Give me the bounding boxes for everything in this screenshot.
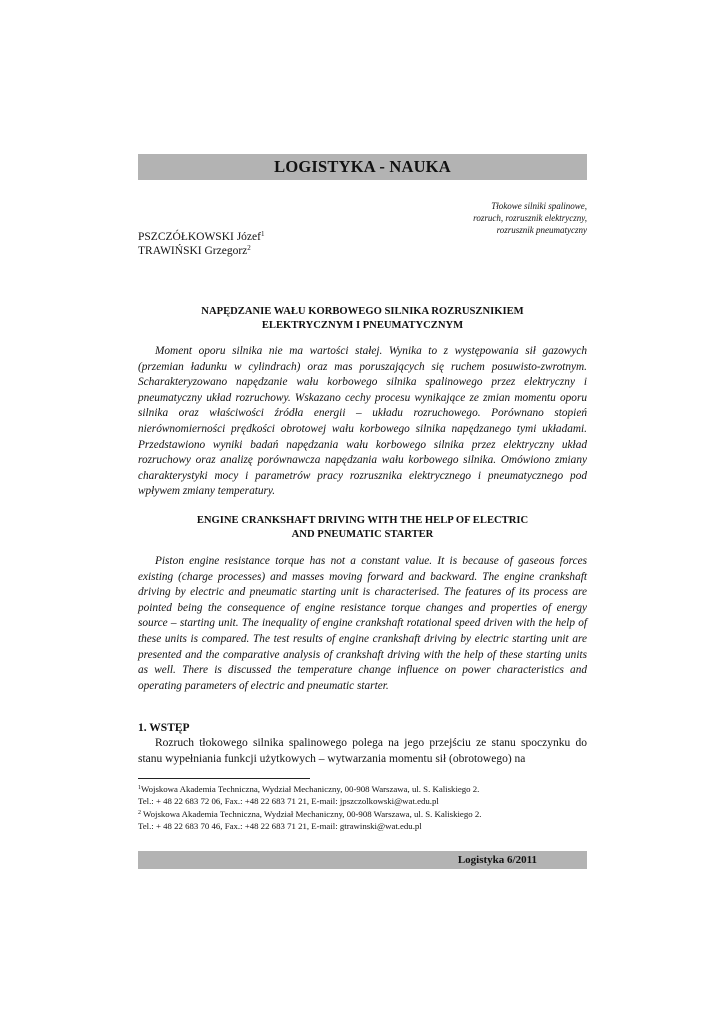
author-name: TRAWIŃSKI Grzegorz (138, 245, 248, 257)
footnote-line: Tel.: + 48 22 683 72 06, Fax.: +48 22 683 71 21, E-mail: jpszczolkowski@wat.edu.pl (138, 796, 439, 807)
author-affiliation-mark: 1 (260, 230, 265, 238)
footnote-divider (138, 778, 310, 779)
footnote-mark: 2 (138, 809, 141, 816)
footnote-line: Wojskowa Akademia Techniczna, Wydział Mechaniczny, 00-908 Warszawa, ul. S. Kaliskiego 2. (141, 784, 480, 794)
title-line: AND PNEUMATIC STARTER (291, 529, 434, 540)
abstract-en: Piston engine resistance torque has not a constant value. It is because of gaseous forces existing (charge processes) and masses moving forward and backward. The engine crankshaft driving by electric and pneumatic starting unit is characterised. The features of its process are pointed being the consequence of engine resistance torque changes and properties of energy source – starting unit. The inequality of engine crankshaft rotational speed driven with the help of these units is compared. The test results of engine crankshaft driving by electric starting unit are presented and the comparative analysis of crankshaft driving with the help of these starting units as well. There is discussed the temperature change influence on power characteristics and operating parameters of electric and pneumatic starter. (138, 555, 587, 692)
author-affiliation-mark: 2 (247, 244, 251, 252)
footnote-mark: 1 (138, 785, 141, 791)
footnotes (138, 783, 587, 832)
footnote-line: Tel.: + 48 22 683 70 46, Fax.: +48 22 683 71 21, E-mail: gtrawinski@wat.edu.pl (138, 820, 422, 831)
title-line: NAPĘDZANIE WAŁU KORBOWEGO SILNIKA ROZRUSZNIKIEM (201, 306, 524, 317)
title-line: ENGINE CRANKSHAFT DRIVING WITH THE HELP OF ELECTRIC (196, 515, 529, 526)
abstract-pl: Moment oporu silnika nie ma wartości stałej. Wynika to z występowania sił gazowych (przemian ładunku w cylindrach) oraz mas poruszających się ruchem posuwisto-zwrotnym. Scharakteryzowano napędzanie wału korbowego silnika spalinowego przez elektryczny i pneumatyczny układ rozruchowy. Wskazano cechy procesu wynikające ze zmian momentu oporu silnika oraz właściwości źródła energii – układu rozruchowego. Porównano stopień nierównomierności prędkości obrotowej wału korbowego silnika napędzanego tymi układami. Przedstawiono wyniki badań napędzania wału korbowego silnika przez elektryczny układ rozruchowy oraz analizę porównawcza napędzania wału korbowego silnika. Omówiono zmiany charakterystyki mocy i parametrów pracy rozrusznika elektrycznego i pneumatycznego pod wpływem zmiany temperatury. (138, 345, 587, 498)
footnote-line: Wojskowa Akademia Techniczna, Wydział Mechaniczny, 00-908 Warszawa, ul. S. Kaliskiego 2. (141, 808, 482, 819)
author (138, 230, 264, 244)
journal-footer-bar (138, 851, 587, 869)
journal-header-bar (138, 154, 587, 180)
author-name: PSZCZÓŁKOWSKI Józef (138, 231, 261, 243)
keyword-line: rozrusznik pneumatyczny (496, 224, 587, 235)
paper-title-en (138, 514, 587, 542)
section-heading: 1. WSTĘP (138, 722, 190, 734)
body-paragraph: Rozruch tłokowego silnika spalinowego polega na jego przejściu ze stanu spoczynku do stanu wypełniania funkcji użytkowych – wytwarzania momentu sił (obrotowego) na (138, 737, 587, 765)
paper-title-pl (138, 305, 587, 333)
journal-issue: Logistyka 6/2011 (457, 854, 537, 866)
journal-section-title: LOGISTYKA - NAUKA (274, 157, 451, 176)
keyword-line: rozruch, rozrusznik elektryczny, (473, 212, 587, 223)
footnote (138, 783, 587, 795)
footnote (138, 808, 587, 820)
title-line: ELEKTRYCZNYM I PNEUMATYCZNYM (261, 320, 464, 331)
author (138, 244, 264, 258)
authors (138, 230, 264, 258)
keyword-line: Tłokowe silniki spalinowe, (491, 201, 587, 211)
keywords (380, 201, 587, 236)
